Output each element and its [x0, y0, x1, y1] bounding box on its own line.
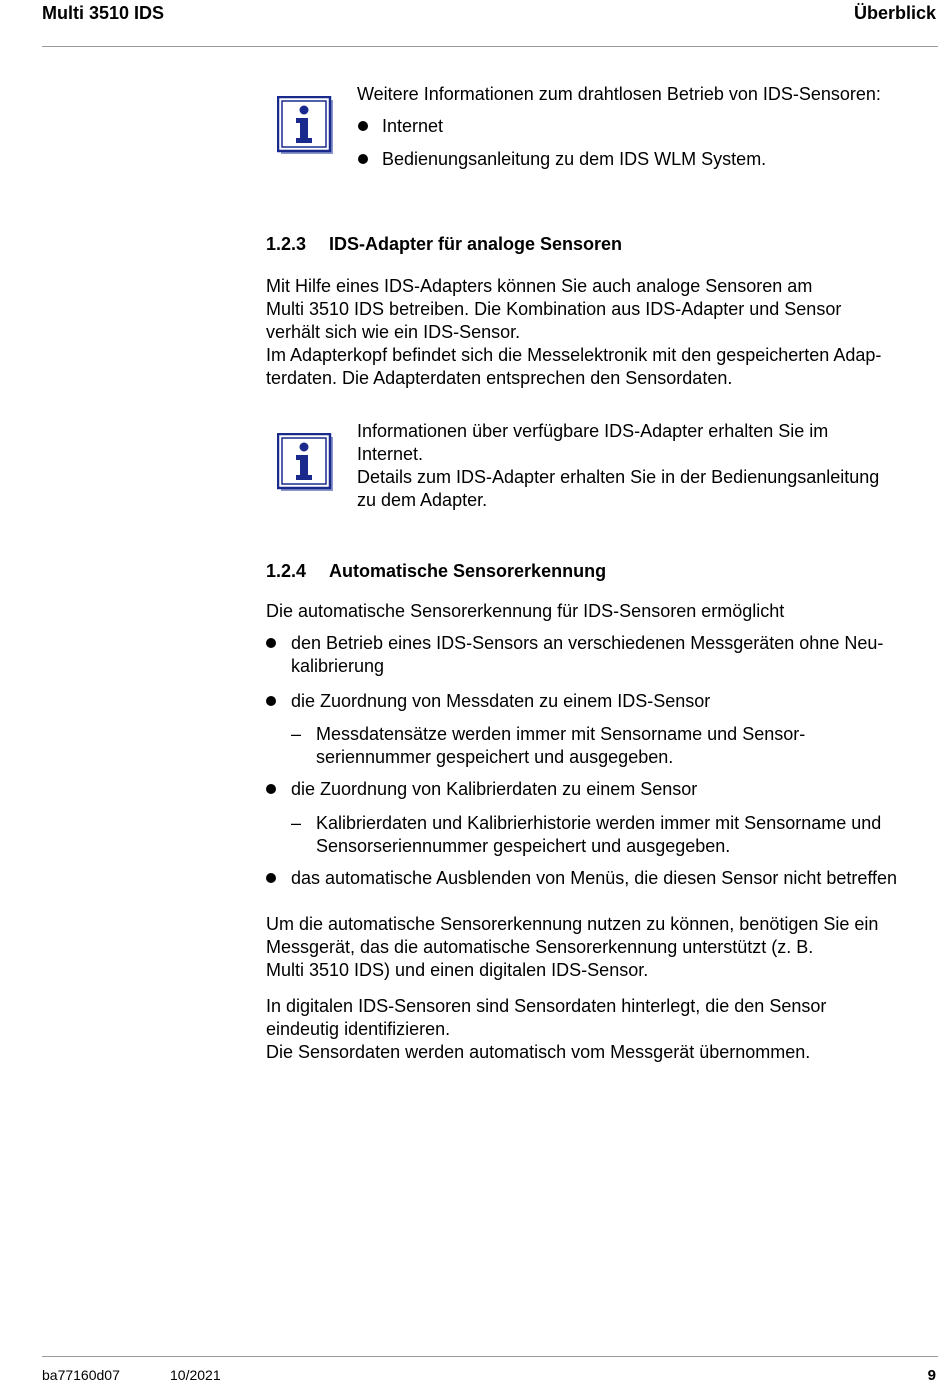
bullet-dot [266, 638, 276, 648]
bullet-dot [358, 121, 368, 131]
footer-doc-id: ba77160d07 [42, 1367, 120, 1383]
note-line: zu dem Adapter. [357, 490, 488, 510]
header-chapter-title: Überblick [853, 3, 936, 23]
body-line: terdaten. Die Adapterdaten entsprechen den Sensordaten. [266, 368, 733, 388]
sub-bullet-measure-records: Messdatensätze werden immer mit Sensorname und Sensor- seriennummer gespeichert und ausgegeben. [316, 724, 806, 767]
section-123-title: IDS-Adapter für analoge Sensoren [329, 234, 623, 254]
info-icon [277, 433, 333, 491]
note-line: Internet. [357, 444, 424, 464]
section-124-paragraph-2: In digitalen IDS-Sensoren sind Sensordaten hinterlegt, die den Sensor eindeutig identifizieren. Die Sensordaten werden automatisch vom Messgerät übernommen. [266, 996, 827, 1062]
section-124-number: 1.2.4 [266, 561, 307, 581]
bullet-dot [266, 696, 276, 706]
bullet-dot [266, 784, 276, 794]
note2-text [357, 420, 937, 512]
bullet-measure-data: die Zuordnung von Messdaten zu einem IDS-Sensor [291, 691, 711, 711]
note-line: Informationen über verfügbare IDS-Adapter erhalten Sie im [357, 421, 829, 441]
sub-bullet-dash: – [291, 813, 302, 833]
sub-bullet-dash: – [291, 724, 302, 744]
header-product-name: Multi 3510 IDS [42, 3, 165, 23]
bullet-calibration-data: die Zuordnung von Kalibrierdaten zu einem Sensor [291, 779, 698, 799]
note1-intro: Weitere Informationen zum drahtlosen Betrieb von IDS-Sensoren: [357, 84, 881, 104]
note1-item-manual: Bedienungsanleitung zu dem IDS WLM System. [382, 149, 767, 169]
section-124-paragraph-1: Um die automatische Sensorerkennung nutzen zu können, benötigen Sie ein Messgerät, das die automatische Sensorerkennung unterstützt (z. B. Multi 3510 IDS) und einen digitalen IDS-Sensor. [266, 914, 879, 980]
section-124-title: Automatische Sensorerkennung [329, 561, 607, 581]
bullet-dot [266, 873, 276, 883]
body-line: verhält sich wie ein IDS-Sensor. [266, 322, 521, 342]
footer-rule [42, 1356, 938, 1357]
body-line: Multi 3510 IDS betreiben. Die Kombination aus IDS-Adapter und Sensor [266, 299, 842, 319]
bullet-dot [358, 154, 368, 164]
note1-item-internet: Internet [382, 116, 444, 136]
info-icon [277, 96, 333, 154]
body-line: Mit Hilfe eines IDS-Adapters können Sie auch analoge Sensoren am [266, 276, 813, 296]
section-124-intro: Die automatische Sensorerkennung für IDS-Sensoren ermöglicht [266, 601, 785, 621]
bullet-hide-menus: das automatische Ausblenden von Menüs, die diesen Sensor nicht betreffen [291, 868, 898, 888]
header-rule [42, 46, 938, 47]
section-123-body [266, 275, 946, 390]
footer-page-number: 9 [927, 1367, 936, 1384]
bullet-operation: den Betrieb eines IDS-Sensors an verschiedenen Messgeräten ohne Neu- kalibrierung [291, 633, 884, 676]
section-123-number: 1.2.3 [266, 234, 307, 254]
sub-bullet-calibration-history: Kalibrierdaten und Kalibrierhistorie werden immer mit Sensorname und Sensorseriennummer gespeichert und ausgegeben. [316, 813, 882, 856]
note-line: Details zum IDS-Adapter erhalten Sie in der Bedienungsanleitung [357, 467, 880, 487]
footer-date: 10/2021 [170, 1367, 221, 1383]
body-line: Im Adapterkopf befindet sich die Messelektronik mit den gespeicherten Adap- [266, 345, 882, 365]
